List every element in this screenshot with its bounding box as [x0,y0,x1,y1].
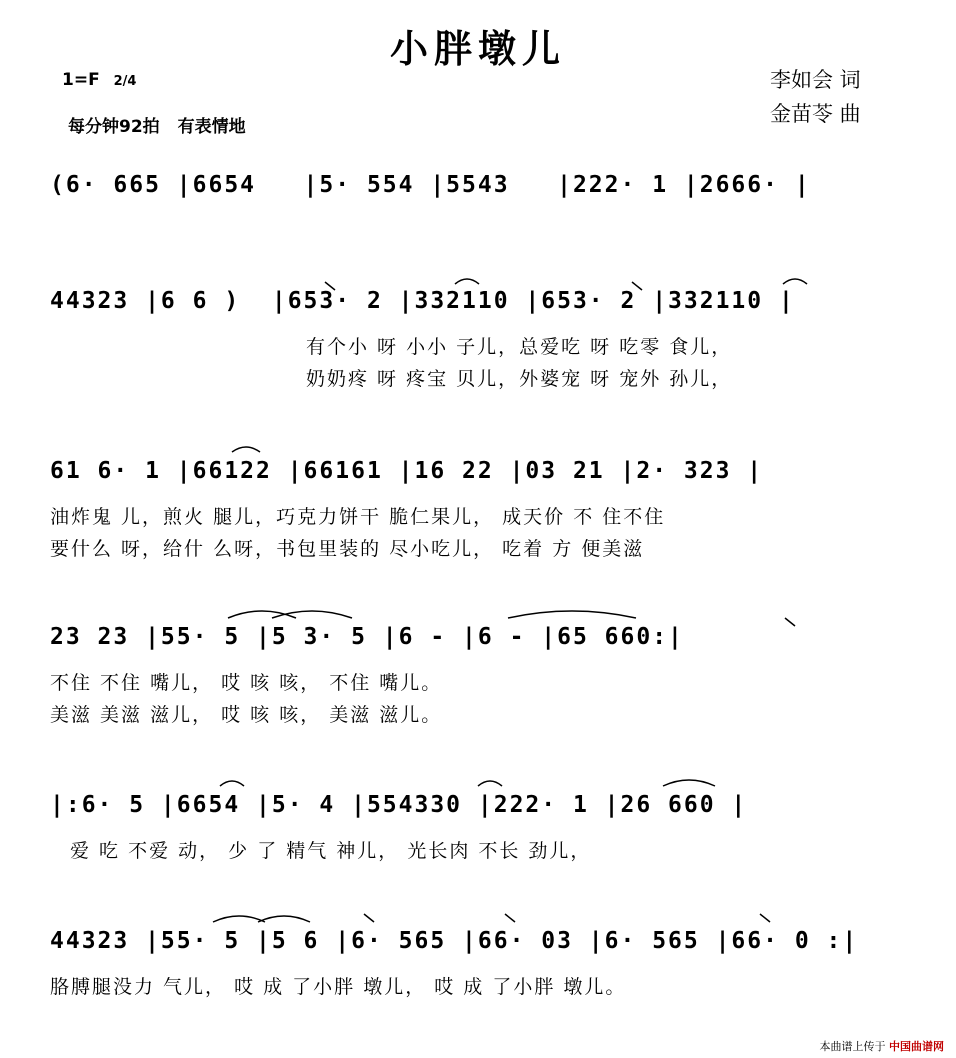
breath-mark [760,914,770,922]
notation-system-4: 23 23 |55· 5 |5 3· 5 |6 - |6 - |65 660:| [50,624,684,650]
lyrics-system-4-verse-2: 美滋 美滋 滋儿， 哎 咳 咳， 美滋 滋儿。 [50,704,443,726]
slur-mark [455,279,479,284]
lyrics-system-4-verse-1: 不住 不住 嘴儿， 哎 咳 咳， 不住 嘴儿。 [50,672,443,694]
lyrics-system-2-verse-1: 有个小 呀 小小 子儿，总爱吃 呀 吃零 食儿， [306,336,733,358]
footer-text: 本曲谱上传于 [819,1040,886,1053]
slur-mark [232,447,260,452]
notation-system-2: 44323 |6 6 ) |653· 2 |332110 |653· 2 |332110 | [50,288,795,314]
slur-mark [783,279,807,284]
time-signature: 2/4 [113,74,137,89]
lyrics-system-2-verse-2: 奶奶疼 呀 疼宝 贝儿，外婆宠 呀 宠外 孙儿， [306,368,733,390]
notation-system-6: 44323 |55· 5 |5 6 |6· 565 |66· 03 |6· 565 |66· 0 :| [50,928,859,954]
page-title: 小胖墩儿 [389,27,566,71]
breath-mark [364,914,374,922]
slur-mark [508,611,636,618]
tempo-marking: 每分钟92拍 [68,117,160,137]
breath-mark [505,914,515,922]
slur-mark [478,781,502,786]
notation-system-1: (6· 665 |6654 |5· 554 |5543 |222· 1 |2666· | [50,172,811,198]
breath-mark [785,618,795,626]
breath-mark [632,282,642,290]
slur-mark [213,916,265,922]
lyrics-system-5-verse-1: 爱 吃 不爱 动， 少 了 精气 神儿， 光长肉 不长 劲儿， [70,840,592,862]
lyricist-credit: 李如会 词 [770,68,861,92]
lyrics-system-3-verse-2: 要什么 呀，给什 么呀，书包里装的 尽小吃儿， 吃着 方 便美滋 [50,538,645,560]
slur-mark [220,781,244,786]
composer-credit: 金苗苓 曲 [770,102,861,126]
footer-credit [820,1038,945,1054]
slur-mark [272,611,352,618]
notation-system-5: |:6· 5 |6654 |5· 4 |554330 |222· 1 |26 660 | [50,792,748,818]
key-label: 1=F [62,70,100,90]
breath-mark [325,282,335,290]
slur-mark [258,916,310,922]
notation-system-3: 61 6· 1 |66122 |66161 |16 22 |03 21 |2· 323 | [50,458,764,484]
slur-mark [663,780,715,786]
lyrics-system-6-verse-1: 胳膊腿没力 气儿， 哎 成 了小胖 墩儿， 哎 成 了小胖 墩儿。 [50,976,627,998]
lyrics-system-3-verse-1: 油炸鬼 儿，煎火 腿儿，巧克力饼干 脆仁果儿， 成天价 不 住不住 [50,506,666,528]
expression-marking: 有表情地 [177,117,246,137]
site-logo: 中国曲谱网 [889,1040,944,1053]
